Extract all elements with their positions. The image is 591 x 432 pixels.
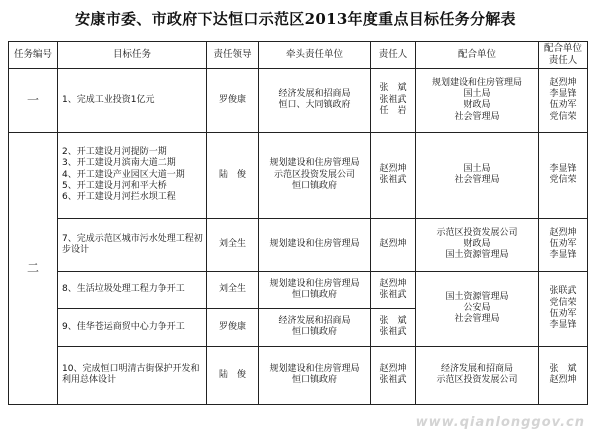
- cell-line: 张 斌: [379, 316, 407, 326]
- cell-line: 示范区投资发展公司: [436, 227, 518, 238]
- person-cell: [371, 346, 416, 404]
- table-row: [9, 218, 588, 271]
- watermark: www.qianlonggov.cn: [415, 415, 585, 430]
- cell-line: 3、开工建设月滨南大道二期: [62, 158, 176, 169]
- coop-unit-cell: [416, 68, 539, 132]
- cell-line: 恒口镇政府: [291, 375, 337, 386]
- header-target: 目标任务: [58, 42, 207, 69]
- header-coop-person: 配合单位责任人: [539, 42, 588, 69]
- person-cell: [371, 68, 416, 132]
- target-cell: 7、完成示范区城市污水处理工程初步设计: [58, 218, 207, 271]
- task-table: [8, 41, 588, 405]
- cell-line: 社会管理局: [454, 111, 500, 122]
- cell-line: 党信荣: [549, 175, 577, 186]
- cell-line: 赵烈坤: [549, 375, 577, 386]
- cell-line: 任 岩: [379, 105, 407, 116]
- cell-line: 李显锋: [549, 320, 577, 330]
- cell-line: 党信荣: [549, 111, 577, 122]
- leader-cell: 罗俊康: [207, 68, 259, 132]
- leader-cell: 陆 俊: [207, 346, 259, 404]
- cell-line: 2、开工建设月河提防一期: [62, 147, 167, 158]
- cell-line: 示范区投资发展公司: [273, 169, 355, 180]
- cell-line: 财政局: [463, 239, 491, 250]
- cell-line: 赵烈坤: [379, 278, 407, 289]
- cell-line: 李显锋: [549, 250, 577, 261]
- person-cell: [371, 218, 416, 271]
- coop-unit-cell: [416, 346, 539, 404]
- lead-unit-cell: [259, 346, 371, 404]
- table-row: [9, 68, 588, 132]
- header-person: 责任人: [371, 42, 416, 69]
- table-row: [9, 346, 588, 404]
- cell-line: 党信荣: [549, 297, 577, 308]
- cell-line: 赵烈坤: [379, 364, 407, 374]
- lead-unit-cell: [259, 271, 371, 308]
- coop-unit-cell: [416, 218, 539, 271]
- cell-line: 公安局: [463, 303, 491, 314]
- cell-line: 赵烈坤: [379, 164, 407, 174]
- cell-line: 国土资源管理局: [445, 291, 509, 302]
- cell-line: 经济发展和招商局: [440, 364, 513, 374]
- cell-line: 社会管理局: [454, 175, 500, 186]
- lead-unit-cell: [259, 68, 371, 132]
- cell-line: 规划建设和住房管理局: [269, 158, 360, 169]
- cell-line: 规划建设和住房管理局: [269, 364, 360, 374]
- cell-line: 张 斌: [379, 83, 407, 94]
- cell-line: 李显锋: [549, 89, 577, 99]
- cell-line: 国土局: [463, 164, 491, 174]
- target-cell: 9、佳华苍运商贸中心力争开工: [58, 308, 207, 346]
- person-cell: [371, 271, 416, 308]
- cell-line: 张 斌: [549, 364, 577, 374]
- task-id-cell: 二: [9, 132, 58, 404]
- coop-person-cell: [539, 218, 588, 271]
- coop-person-cell: [539, 346, 588, 404]
- leader-cell: 刘全生: [207, 218, 259, 271]
- lead-unit-cell: [259, 132, 371, 218]
- header-row: [9, 42, 588, 69]
- cell-line: 张祖武: [379, 327, 407, 338]
- cell-line: 伍劝军: [549, 308, 577, 319]
- cell-line: 4、开工建设产业园区大道一期: [62, 169, 185, 180]
- cell-line: 财政局: [463, 100, 491, 111]
- cell-line: 5、开工建设月河和平大桥: [62, 180, 167, 191]
- cell-line: 恒口镇政府: [291, 327, 337, 338]
- person-cell: [371, 308, 416, 346]
- coop-person-cell: [539, 68, 588, 132]
- target-cell: 8、生活垃圾处理工程力争开工: [58, 271, 207, 308]
- person-cell: [371, 132, 416, 218]
- cell-line: 赵烈坤: [379, 239, 407, 250]
- cell-line: 张祖武: [379, 175, 407, 186]
- cell-line: 张祖武: [379, 94, 407, 105]
- cell-line: 国土资源管理局: [445, 250, 509, 261]
- coop-person-cell: [539, 271, 588, 346]
- lead-unit-cell: [259, 308, 371, 346]
- header-leader: 责任领导: [207, 42, 259, 69]
- coop-person-cell: [539, 132, 588, 218]
- leader-cell: 刘全生: [207, 271, 259, 308]
- table-row: [9, 271, 588, 308]
- lead-unit-cell: [259, 218, 371, 271]
- cell-line: 经济发展和招商局: [278, 89, 351, 99]
- cell-line: 规划建设和住房管理局: [269, 239, 360, 250]
- cell-line: 经济发展和招商局: [278, 316, 351, 326]
- header-id: 任务编号: [9, 42, 58, 69]
- cell-line: 赵烈坤: [549, 77, 577, 88]
- cell-line: 恒口、大同镇政府: [278, 100, 351, 111]
- cell-line: 李显锋: [549, 164, 577, 174]
- header-lead-unit: 牵头责任单位: [259, 42, 371, 69]
- target-cell: [58, 132, 207, 218]
- cell-line: 社会管理局: [454, 314, 500, 325]
- page-title: 安康市委、市政府下达恒口示范区2013年度重点目标任务分解表: [75, 10, 516, 28]
- leader-cell: 罗俊康: [207, 308, 259, 346]
- cell-line: 恒口镇政府: [291, 289, 337, 300]
- coop-unit-cell: [416, 132, 539, 218]
- target-cell: 10、完成恒口明清古街保护开发和利用总体设计: [58, 346, 207, 404]
- target-cell: 1、完成工业投资1亿元: [58, 68, 207, 132]
- cell-line: 张祖武: [379, 375, 407, 386]
- cell-line: 规划建设和住房管理局: [431, 77, 522, 88]
- coop-unit-cell: [416, 271, 539, 346]
- cell-line: 6、开工建设月河拦水坝工程: [62, 192, 176, 203]
- cell-line: 规划建设和住房管理局: [269, 278, 360, 289]
- cell-line: 赵烈坤: [549, 227, 577, 238]
- cell-line: 示范区投资发展公司: [436, 375, 518, 386]
- header-coop-unit: 配合单位: [416, 42, 539, 69]
- cell-line: 恒口镇政府: [291, 180, 337, 191]
- leader-cell: 陆 俊: [207, 132, 259, 218]
- cell-line: 国土局: [463, 89, 491, 99]
- cell-line: 张祖武: [379, 289, 407, 300]
- table-row: [9, 132, 588, 218]
- cell-line: 张联武: [549, 286, 577, 297]
- cell-line: 伍劝军: [549, 100, 577, 111]
- task-id-cell: 一: [9, 68, 58, 132]
- cell-line: 伍劝军: [549, 239, 577, 250]
